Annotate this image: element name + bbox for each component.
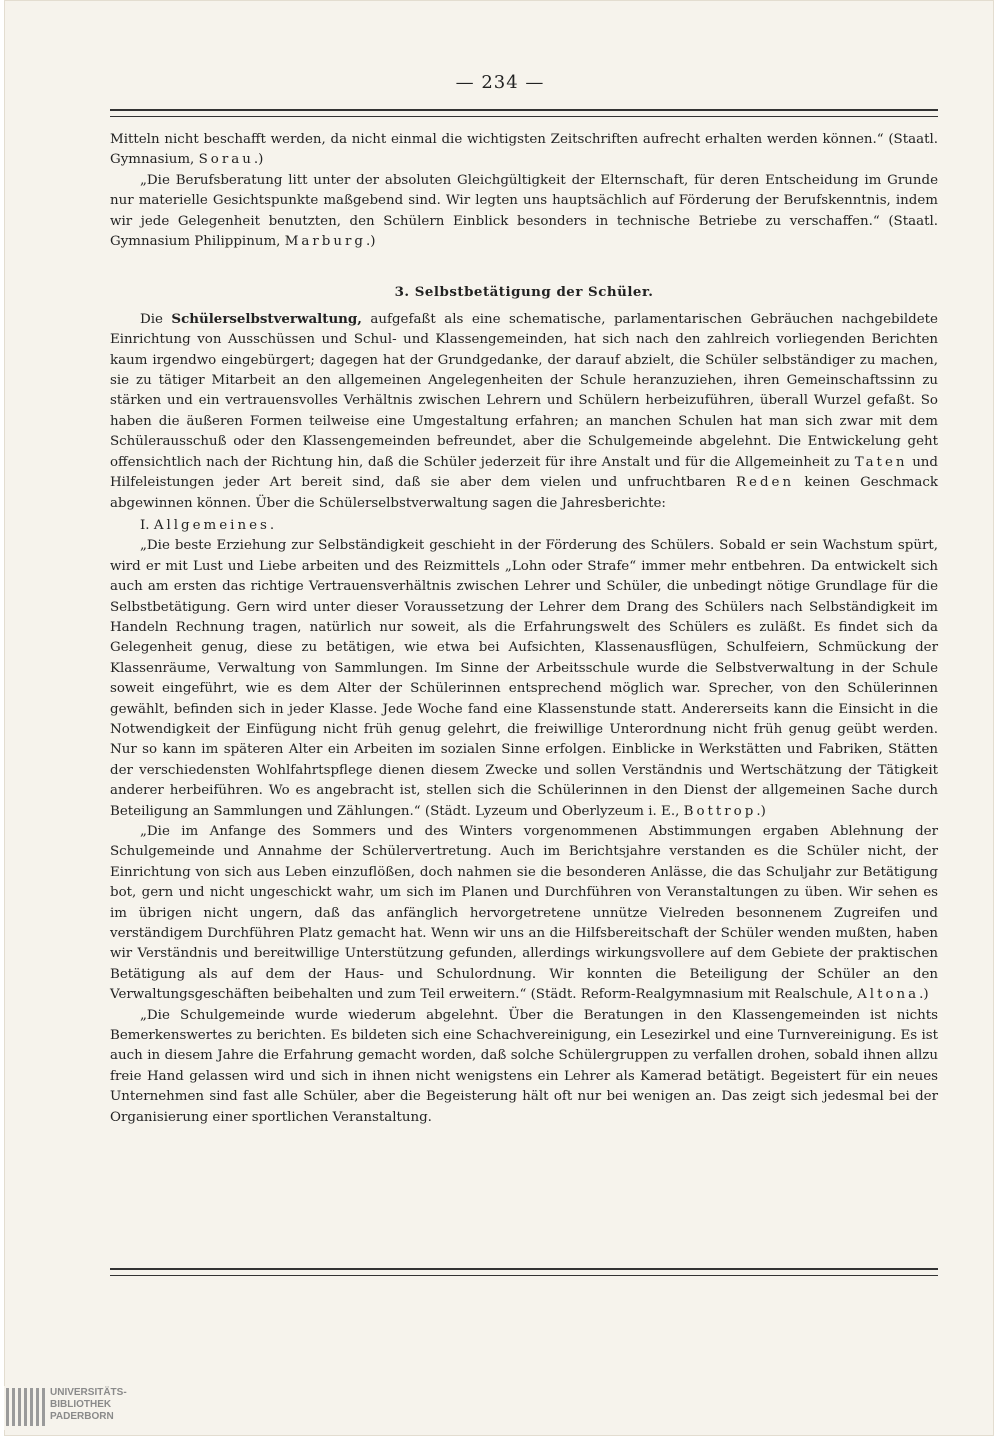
paragraph-4-place: Bottrop [683,803,757,819]
library-logo-text [50,1387,127,1423]
paragraph-1-end: .) [253,152,264,168]
section-heading: 3. Selbstbetätigung der Schüler. [394,284,654,301]
paragraph-3-text-b: und Hilfeleistungen jeder Art bereit sind, daß sie aber dem vielen und unfruchtbaren [110,454,939,491]
paragraph-3-spaced-2: Reden [735,475,795,491]
paragraph-4-end: .) [756,803,766,819]
logo-line-2: BIBLIOTHEK [50,1399,112,1410]
bottom-double-rule [110,1268,938,1276]
paragraph-4 [110,536,938,822]
page-number: — 234 — [455,72,545,93]
library-logo [4,1386,204,1430]
paragraph-2-place: Marburg [284,234,366,250]
barcode-icon [6,1388,46,1426]
subsection-number: I. [140,517,150,533]
subsection-heading [110,516,938,536]
paragraph-5-end: .) [919,987,929,1003]
paragraph-2 [110,171,938,253]
paragraph-2-text: „Die Berufsberatung litt unter der absoluten Gleichgültigkeit der Elternschaft, für deren Entscheidung im Grunde nur materielle Gesichtspunkte maßgebend sind. Wir legten uns hauptsächlich auf Förderung der Berufskenntnis, indem wir jede Gelegenheit benutzten, den Schülern Einblick besonders in technische Betriebe zu verschaffen.“ (Staatl. Gymnasium Philippinum, [110,172,938,250]
paragraph-5-place: Altona [857,987,920,1003]
paragraph-3-text-a: aufgefaßt als eine schematische, parlamentarischen Gebräuchen nachgebildete Einrichtung von Ausschüssen und Schul- und Klassengemeinden, hat sich nach den zahlreich vorliegenden Berichten kaum irgendwo eingebürgert; dagegen hat der Grundgedanke, der darauf abzielt, die Schüler selbständiger zu machen, sie zu tätiger Mitarbeit an den allgemeinen Angelegenheiten der Schule heranzuziehen, ihren Gemeinschaftssinn zu stärken und ein vertrauensvolles Verhältnis zwischen Lehrern und Schülern herbeizuführen, überall Wurzel gefaßt. So haben die äußeren Formen teilweise eine Umgestaltung erfahren; an manchen Schulen hat man sich zwar mit dem Schülerausschuß oder den Klassengemeinden befreundet, aber die Schulgemeinde abgelehnt. Die Entwickelung geht offensichtlich nach der Richtung hin, daß die Schüler jederzeit für ihre Anstalt und für die Allgemeinheit zu [110,311,938,470]
page-body [110,130,938,1128]
paragraph-5 [110,822,938,1006]
paragraph-5-text: „Die im Anfange des Sommers und des Winters vorgenommenen Abstimmungen ergaben Ablehnung der Schulgemeinde und Annahme der Schülervertretung. Auch im Berichtsjahre verstanden es die Schüler nicht, der Einrichtung von sich aus Leben einzuflößen, doch nahmen sie die besonderen Anlässe, die das Schuljahr zur Betätigung bot, gern und nicht ungeschickt wahr, um sich im Planen und Durchführen von Veranstaltungen zu üben. Wir sehen es im übrigen nicht ungern, daß das anfänglich hervorgetretene unnütze Vielreden besonnenem Zugreifen und verständigem Durchführen Platz gemacht hat. Wenn wir uns an die Hilfsbereitschaft der Schüler wenden mußten, haben wir Verständnis und bereitwillige Unterstützung gefunden, allerdings wirkungsvollere auf dem Gebiete der praktischen Betätigung als auf dem der Haus- und Schulordnung. Wir konnten die Beteiligung der Schüler an den Verwaltungsgeschäften beibehalten und zum Teil erweitern.“ (Städt. Reform-Realgymnasium mit Realschule, [110,824,938,1003]
paragraph-1-place: Sorau [198,152,254,168]
paragraph-4-text: „Die beste Erziehung zur Selbständigkeit geschieht in der Förderung des Schülers. Sobald er sein Wachstum spürt, wird er mit Lust und Liebe arbeiten und des Reizmittels „Lohn oder Strafe“ immer mehr entbehren. Da entwickelt sich auch am ersten das richtige Vertrauensverhältnis zwischen Lehrer und Schüler, die unbedingt nötige Grundlage für die Selbstbetätigung. Gern wird unter dieser Voraussetzung der Lehrer dem Drang des Schülers nach Selbständigkeit im Handeln Rechnung tragen, natürlich nur soweit, als die Erfahrungswelt des Schülers es zuläßt. Es findet sich da Gelegenheit genug, diese zu betätigen, wie etwa bei Aufsichten, Klassenausflügen, Schulfeiern, Schmückung der Klassenräume, Verwaltung von Sammlungen. Im Sinne der Arbeitsschule wurde die Selbstverwaltung in der Schule soweit eingeführt, wie es dem Alter der Schülerinnen entsprechend möglich war. Sprecher, von den Schülerinnen gewählt, befinden sich in jeder Klasse. Jede Woche fand eine Klassenstunde statt. Andererseits kann die Einsicht in die Notwendigkeit der Einfügung nicht früh genug gelehrt, die freiwillige Unterordnung nicht früh genug geübt werden. Nur so kann im späteren Alter ein Arbeiten im sozialen Sinne erfolgen. Einblicke in Werkstätten und Fabriken, Stätten der verschiedensten Wohlfahrtspflege dienen diesem Zwecke und sollen Verständnis und Wertschätzung der Tätigkeit anderer herbeiführen. Wo es angebracht ist, stellen sich die Schülerinnen in den Dienst der allgemeinen Sache durch Beteiligung an Sammlungen und Zählungen.“ (Städt. Lyzeum und Oberlyzeum i. E., [110,538,938,819]
paragraph-3-pre: Die [140,311,163,327]
paragraph-6: „Die Schulgemeinde wurde wiederum abgelehnt. Über die Beratungen in den Klassengemeinden ist nichts Bemerkenswertes zu berichten. Es bildeten sich eine Schachvereinigung, ein Lesezirkel und eine Turnvereinigung. Es ist auch in diesem Jahre die Erfahrung gemacht worden, daß solche Schülergruppen zu verfallen drohen, sobald ihnen allzu freie Hand gelassen wird und sich in ihnen nicht wenigstens ein Lehrer als Kamerad betätigt. Begeistert für ein neues Unternehmen sind fast alle Schüler, aber die Begeisterung hält oft nur bei wenigen an. Das zeigt sich jedesmal bei der Organisierung einer sportlichen Veranstaltung. [110,1007,938,1125]
logo-line-3: PADERBORN [50,1411,114,1422]
paragraph-3-bold-term: Schülerselbstverwaltung, [171,310,362,327]
top-double-rule [110,109,938,117]
logo-line-1: UNIVERSITÄTS- [50,1387,127,1398]
paragraph-3-text-c: keinen Geschmack abgewinnen können. Über die Schülerselbstverwaltung sagen die Jahresberichte: [110,475,938,511]
paragraph-1 [110,130,938,171]
paragraph-3 [110,309,938,514]
subsection-label: Allgemeines. [153,517,278,533]
paragraph-2-end: .) [365,234,376,250]
paragraph-1-text: Mitteln nicht beschafft werden, da nicht einmal die wichtigsten Zeitschriften aufrecht erhalten werden können.“ (Staatl. Gymnasium, [110,132,938,168]
paragraph-3-spaced-1: Taten [854,454,908,470]
